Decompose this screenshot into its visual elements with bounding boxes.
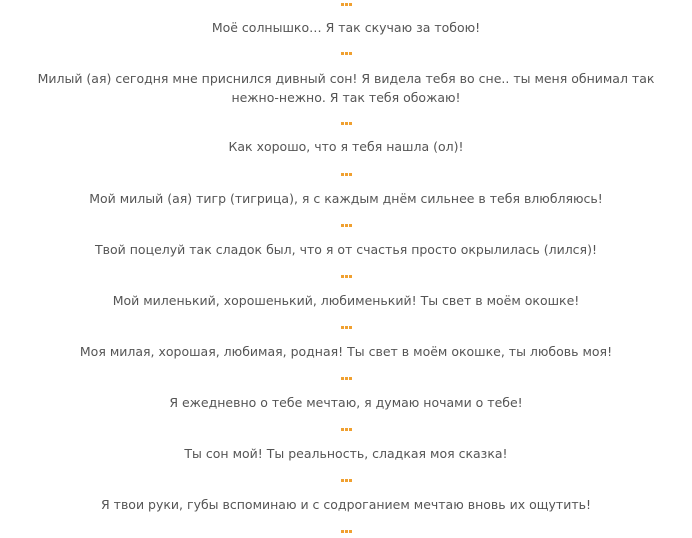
message-text: Я ежедневно о тебе мечтаю, я думаю ночами о тебе! [169, 395, 523, 410]
message-text: Как хорошо, что я тебя нашла (ол)! [228, 139, 464, 154]
separator [0, 528, 692, 534]
message-text: Милый (ая) сегодня мне приснился дивный сон! Я видела тебя во сне.. ты меня обнимал так нежно-нежно. Я так тебя обожаю! [37, 71, 655, 105]
separator [0, 50, 692, 56]
separator [0, 1, 692, 7]
message-text: Твой поцелуй так сладок был, что я от счастья просто окрылилась (лился)! [95, 242, 597, 257]
separator [0, 477, 692, 483]
message-text: Ты сон мой! Ты реальность, сладкая моя сказка! [184, 446, 508, 461]
separator [0, 171, 692, 177]
separator [0, 222, 692, 228]
message-text: Мой миленький, хорошенький, любименький! Ты свет в моём окошке! [112, 293, 580, 308]
separator [0, 426, 692, 432]
message-text: Моё солнышко… Я так скучаю за тобою! [211, 20, 481, 35]
separator [0, 273, 692, 279]
separator [0, 324, 692, 330]
message-text: Я твои руки, губы вспоминаю и с содроганием мечтаю вновь их ощутить! [101, 497, 591, 512]
separator [0, 375, 692, 381]
message-text: Мой милый (ая) тигр (тигрица), я с каждым днём сильнее в тебя влюбляюсь! [89, 191, 603, 206]
message-text: Моя милая, хорошая, любимая, родная! Ты свет в моём окошке, ты любовь моя! [79, 344, 613, 359]
separator [0, 120, 692, 126]
